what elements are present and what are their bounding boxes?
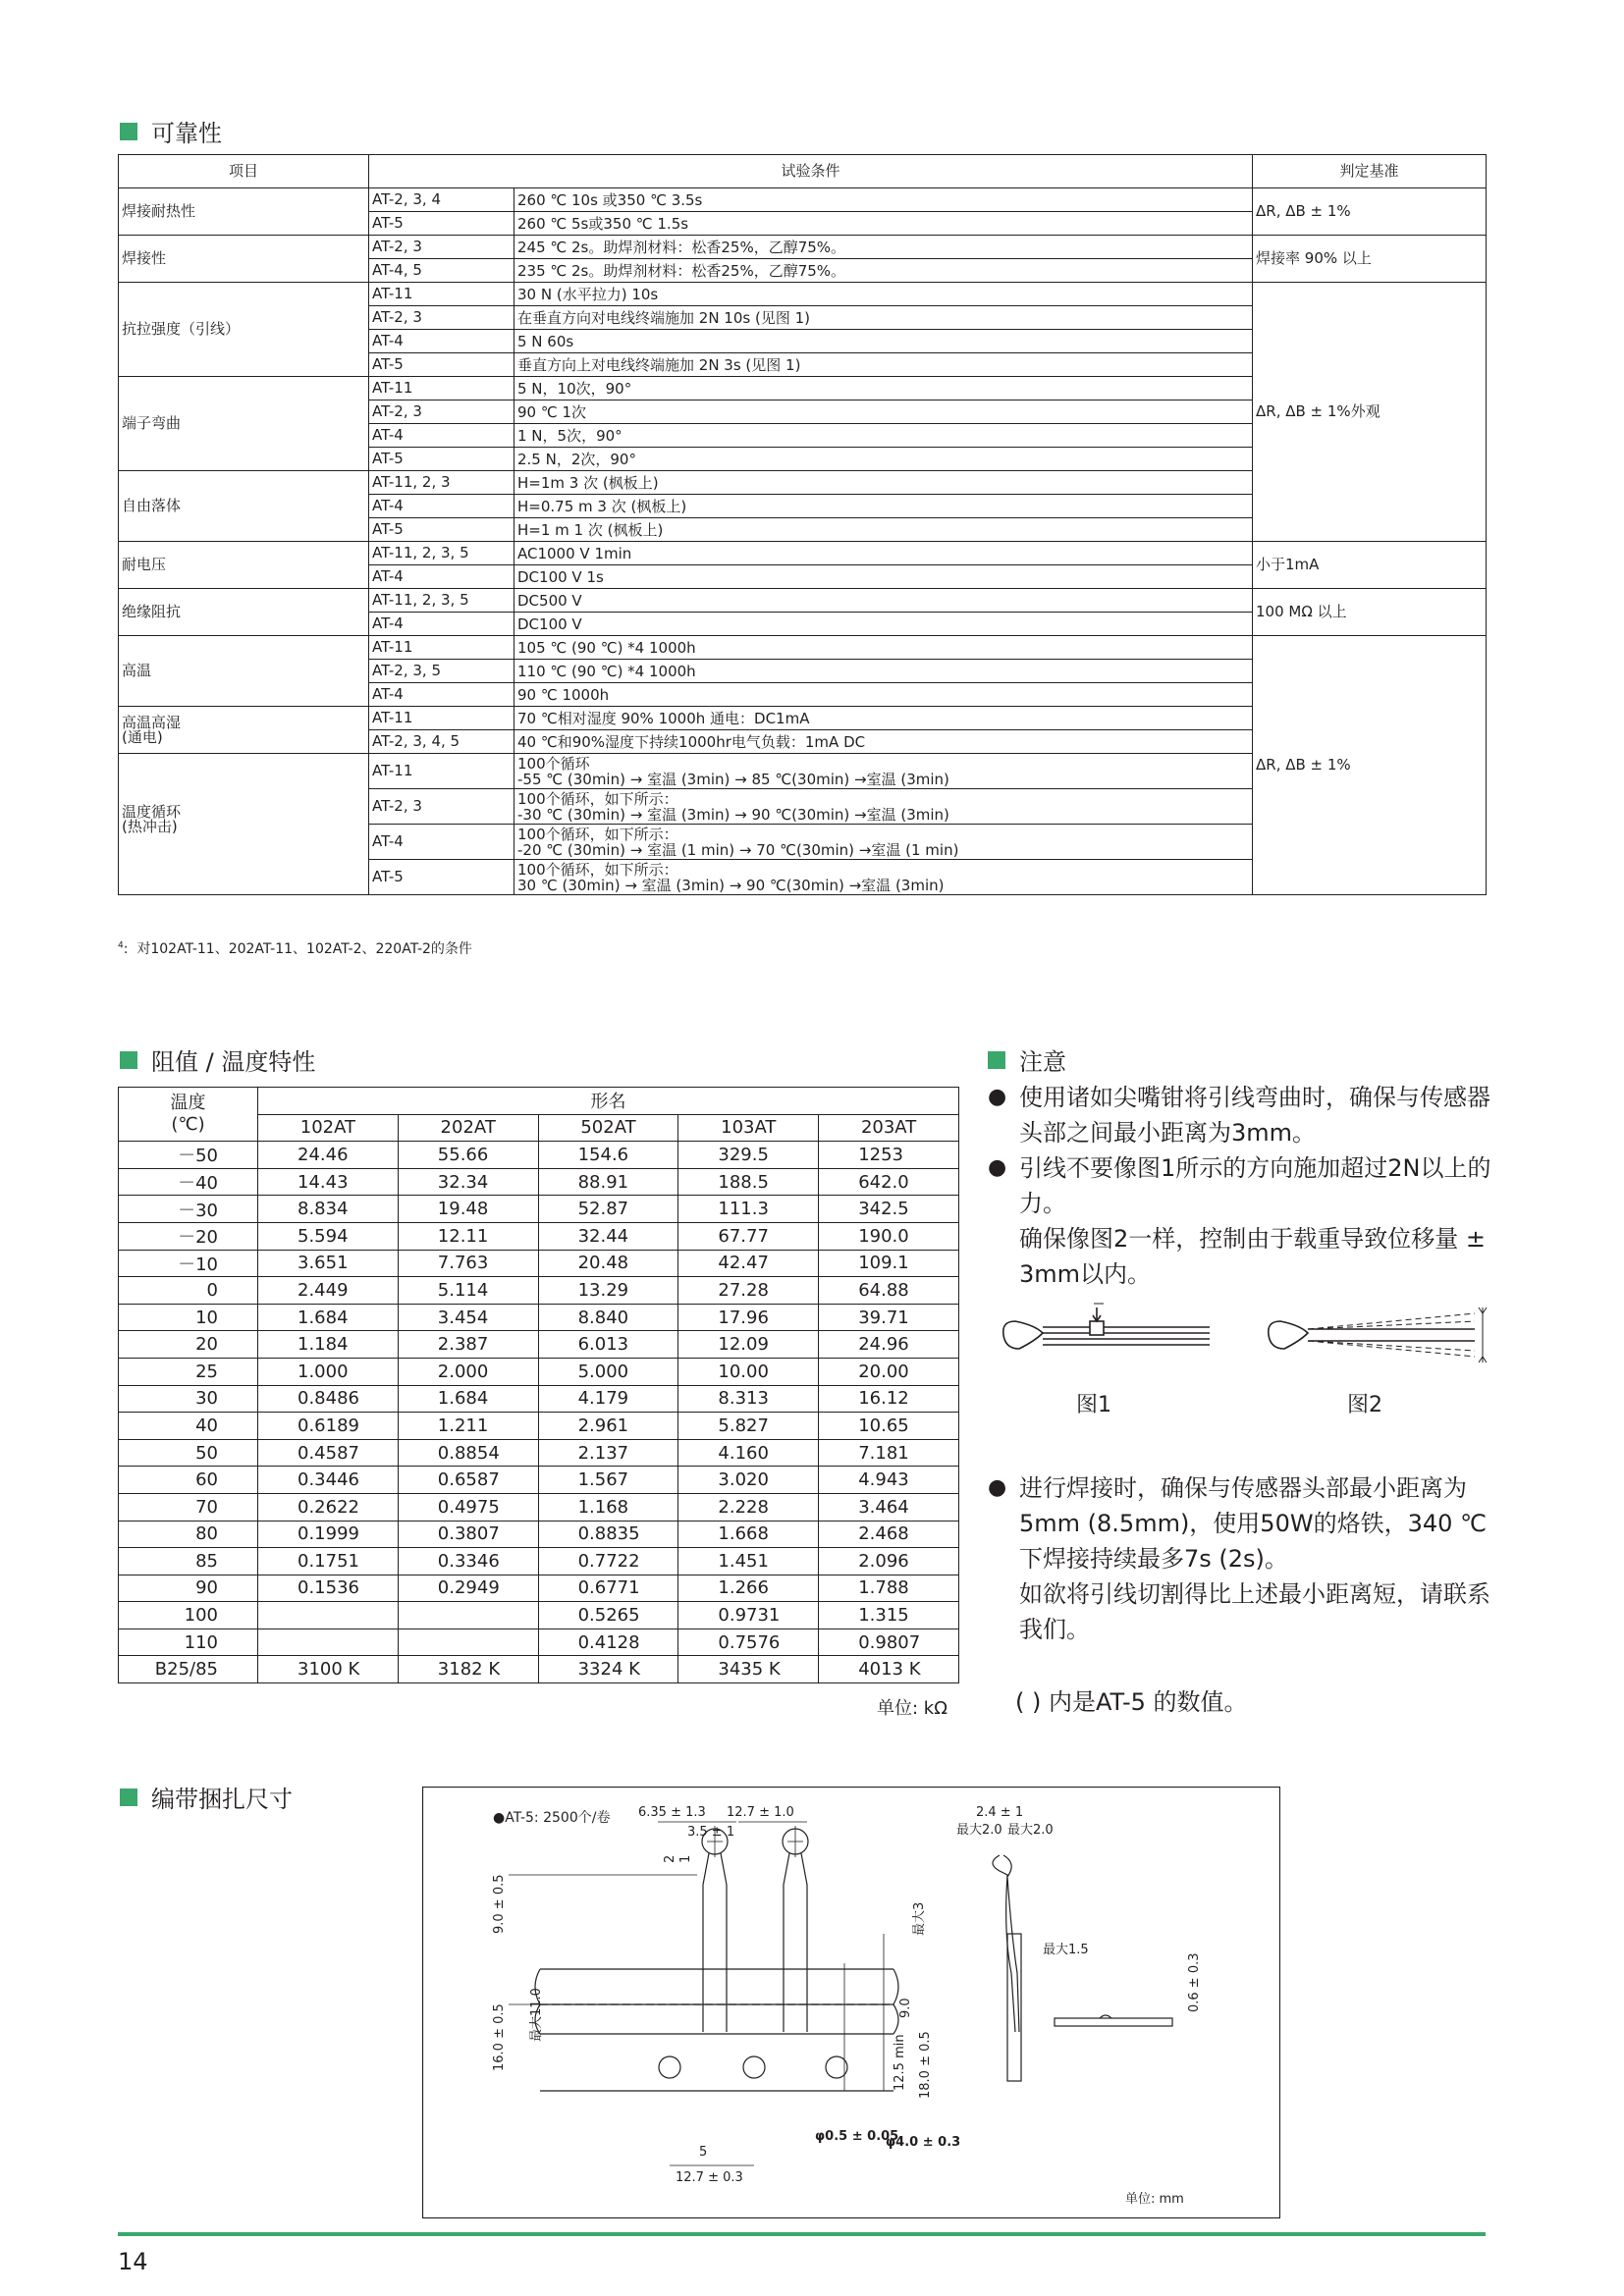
resistance-cell: 7.181 — [819, 1439, 959, 1467]
sprocket-hole — [659, 2056, 680, 2078]
test-model: AT-11, 2, 3 — [369, 471, 514, 495]
test-model: AT-4, 5 — [369, 259, 514, 283]
dim-head-width: 2.4 ± 1 — [976, 1805, 1024, 1820]
resistance-cell: 1.567 — [538, 1467, 678, 1494]
resistance-cell: 0.3346 — [398, 1548, 538, 1575]
resistance-cell: 1.451 — [678, 1548, 819, 1575]
resistance-cell: 0.7722 — [538, 1548, 678, 1575]
dim-pitch: 12.7 ± 1.0 — [727, 1805, 794, 1820]
header-model: 102AT — [258, 1114, 399, 1142]
table-row — [119, 1331, 959, 1359]
header-temperature: 温度 (℃) — [119, 1088, 258, 1142]
resistance-cell: 0.9807 — [819, 1629, 959, 1656]
test-condition: DC100 V — [514, 613, 1253, 636]
resistance-cell: 0.3446 — [258, 1467, 399, 1494]
table-row — [119, 1467, 959, 1494]
notes-title: 注意 — [1019, 1048, 1066, 1076]
rt-title: 阻值 / 温度特性 — [151, 1048, 316, 1076]
header-item: 项目 — [119, 155, 369, 188]
test-model: AT-11 — [369, 707, 514, 730]
table-row — [119, 1385, 959, 1413]
test-condition: 70 ℃相对湿度 90% 1000h 通电：DC1mA — [514, 707, 1253, 730]
resistance-cell: 0.4975 — [398, 1493, 538, 1521]
test-model: AT-2, 3, 5 — [369, 660, 514, 683]
resistance-cell: 2.228 — [678, 1493, 819, 1521]
resistance-cell: 188.5 — [678, 1168, 819, 1196]
resistance-cell — [398, 1602, 538, 1629]
temperature-cell: 70 — [119, 1493, 258, 1521]
resistance-cell: 8.313 — [678, 1385, 819, 1413]
test-model: AT-5 — [369, 518, 514, 542]
resistance-cell: 1.788 — [819, 1575, 959, 1602]
resistance-cell: 154.6 — [538, 1142, 678, 1169]
judgment-criteria: ΔR, ΔB ± 1% — [1253, 636, 1487, 895]
resistance-cell: 13.29 — [538, 1277, 678, 1305]
test-model: AT-11, 2, 3, 5 — [369, 589, 514, 613]
resistance-cell: 0.9731 — [678, 1602, 819, 1629]
side-view-lead — [1003, 1855, 1019, 2032]
resistance-cell: 1.168 — [538, 1493, 678, 1521]
resistance-cell: 52.87 — [538, 1196, 678, 1223]
test-condition: H=1m 3 次 (枫板上) — [514, 471, 1253, 495]
tape-unit: 单位: mm — [1125, 2192, 1184, 2207]
test-model: AT-4 — [369, 330, 514, 353]
dim-tape-width: 18.0 ± 0.5 — [918, 2031, 933, 2099]
test-condition: 在垂直方向对电线终端施加 2N 10s (见图 1) — [514, 306, 1253, 330]
side-view-lead — [993, 1855, 1015, 2032]
test-model: AT-2, 3 — [369, 236, 514, 259]
table-row — [119, 1548, 959, 1575]
temperature-cell: 90 — [119, 1575, 258, 1602]
test-model: AT-11 — [369, 377, 514, 400]
test-item: 耐电压 — [119, 542, 369, 589]
dim-hole-pitch: 12.7 ± 0.3 — [676, 2170, 743, 2185]
resistance-cell: 1.184 — [258, 1331, 399, 1359]
lead-bend-figures — [992, 1294, 1492, 1421]
test-condition: 1 N，5次，90° — [514, 424, 1253, 448]
resistance-cell: 3100 K — [258, 1656, 399, 1683]
test-model: AT-4 — [369, 565, 514, 589]
resistance-cell: 24.46 — [258, 1142, 399, 1169]
resistance-cell: 2.096 — [819, 1548, 959, 1575]
reliability-table — [118, 154, 1487, 895]
test-condition: 垂直方向上对电线终端施加 2N 3s (见图 1) — [514, 353, 1253, 377]
test-condition: 260 ℃ 5s或350 ℃ 1.5s — [514, 212, 1253, 236]
test-condition: 100个循环，如下所示： -20 ℃ (30min) → 室温 (1 min) → 70 ℃(30min) →室温 (1 min) — [514, 825, 1253, 860]
temperature-cell: 80 — [119, 1521, 258, 1548]
test-model: AT-2, 3 — [369, 789, 514, 825]
figure-2-label: 图2 — [1347, 1393, 1382, 1417]
bullet-icon: ● — [988, 1155, 1007, 1180]
resistance-cell: 1.315 — [819, 1602, 959, 1629]
test-model: AT-5 — [369, 212, 514, 236]
resistance-cell: 1.000 — [258, 1358, 399, 1385]
test-model: AT-4 — [369, 613, 514, 636]
resistance-temperature-table — [118, 1087, 959, 1683]
resistance-cell: 0.6771 — [538, 1575, 678, 1602]
test-model: AT-5 — [369, 353, 514, 377]
resistance-cell: 3182 K — [398, 1656, 538, 1683]
table-row — [119, 1250, 959, 1277]
temperature-cell: 60 — [119, 1467, 258, 1494]
temperature-cell: 0 — [119, 1277, 258, 1305]
table-row — [119, 1222, 959, 1250]
test-condition: 90 ℃ 1次 — [514, 400, 1253, 424]
note-bullet-2a: 引线不要像图1所示的方向施加超过2N以上的力。 — [1019, 1154, 1491, 1217]
table-row — [119, 1656, 959, 1683]
resistance-cell: 8.834 — [258, 1196, 399, 1223]
resistance-cell: 0.3807 — [398, 1521, 538, 1548]
resistance-cell: 329.5 — [678, 1142, 819, 1169]
temperature-cell: 50 — [119, 1439, 258, 1467]
test-condition: 2.5 N，2次，90° — [514, 448, 1253, 471]
test-model: AT-5 — [369, 860, 514, 895]
resistance-cell: 8.840 — [538, 1304, 678, 1331]
test-model: AT-4 — [369, 825, 514, 860]
resistance-cell: 2.000 — [398, 1358, 538, 1385]
test-condition: H=0.75 m 3 次 (枫板上) — [514, 495, 1253, 518]
resistance-cell: 32.44 — [538, 1222, 678, 1250]
dim-lead-spacing: 3.5 ± 1 — [687, 1825, 735, 1840]
resistance-cell: 10.00 — [678, 1358, 819, 1385]
resistance-cell: 6.013 — [538, 1331, 678, 1359]
test-model: AT-2, 3, 4, 5 — [369, 730, 514, 754]
test-condition: 5 N 60s — [514, 330, 1253, 353]
temperature-cell: 25 — [119, 1358, 258, 1385]
footnote-text: 对102AT-11、202AT-11、102AT-2、220AT-2的条件 — [136, 941, 472, 957]
test-condition: 105 ℃ (90 ℃) *4 1000h — [514, 636, 1253, 660]
resistance-cell: 0.6587 — [398, 1467, 538, 1494]
table-row — [119, 1168, 959, 1196]
resistance-cell: 27.28 — [678, 1277, 819, 1305]
resistance-cell: 342.5 — [819, 1196, 959, 1223]
header-model: 202AT — [398, 1114, 538, 1142]
table-row — [119, 542, 1487, 565]
resistance-cell: 0.2622 — [258, 1493, 399, 1521]
section-marker-icon — [120, 1051, 137, 1069]
resistance-cell: 4.179 — [538, 1385, 678, 1413]
temperature-cell: －20 — [119, 1222, 258, 1250]
test-condition: H=1 m 1 次 (枫板上) — [514, 518, 1253, 542]
page-number: 14 — [118, 2248, 148, 2275]
lead-wire — [784, 1853, 807, 2032]
resistance-cell: 3.454 — [398, 1304, 538, 1331]
table-row — [119, 1602, 959, 1629]
resistance-cell: 4013 K — [819, 1656, 959, 1683]
resistance-cell: 64.88 — [819, 1277, 959, 1305]
dim-pitch-lead: 6.35 ± 1.3 — [638, 1805, 706, 1820]
test-model: AT-4 — [369, 683, 514, 707]
test-item: 温度循环 (热冲击) — [119, 754, 369, 895]
section-marker-icon — [120, 1789, 137, 1806]
temperature-cell: －40 — [119, 1168, 258, 1196]
table-row — [119, 1521, 959, 1548]
test-model: AT-2, 3 — [369, 306, 514, 330]
resistance-cell: 19.48 — [398, 1196, 538, 1223]
header-model-group: 形名 — [258, 1088, 959, 1115]
test-item: 自由落体 — [119, 471, 369, 542]
temperature-cell: 85 — [119, 1548, 258, 1575]
resistance-cell: 3.651 — [258, 1250, 399, 1277]
test-item: 端子弯曲 — [119, 377, 369, 471]
resistance-cell: 24.96 — [819, 1331, 959, 1359]
header-condition: 试验条件 — [369, 155, 1253, 188]
table-row — [119, 1413, 959, 1440]
resistance-cell: 1.211 — [398, 1413, 538, 1440]
resistance-cell: 12.11 — [398, 1222, 538, 1250]
notes-section-title — [988, 1042, 1066, 1077]
dim-max-bend: 最大3 — [912, 1901, 927, 1936]
resistance-cell — [398, 1629, 538, 1656]
bullet-icon: ● — [988, 1475, 1007, 1500]
test-item: 焊接耐热性 — [119, 188, 369, 236]
table-row — [119, 1277, 959, 1305]
resistance-cell: 88.91 — [538, 1168, 678, 1196]
test-model: AT-5 — [369, 448, 514, 471]
rt-unit: 单位: kΩ — [877, 1698, 947, 1719]
resistance-cell: 17.96 — [678, 1304, 819, 1331]
test-model: AT-11, 2, 3, 5 — [369, 542, 514, 565]
resistance-cell: 2.449 — [258, 1277, 399, 1305]
resistance-cell: 12.09 — [678, 1331, 819, 1359]
test-condition: 30 N (水平拉力) 10s — [514, 283, 1253, 306]
resistance-cell: 5.000 — [538, 1358, 678, 1385]
resistance-cell: 14.43 — [258, 1168, 399, 1196]
footnote-mark: 4 — [118, 940, 124, 951]
figure-2-drawing — [1269, 1308, 1487, 1362]
resistance-cell: 39.71 — [819, 1304, 959, 1331]
reliability-section-title — [120, 114, 222, 148]
resistance-cell: 0.8835 — [538, 1521, 678, 1548]
table-row — [119, 188, 1487, 212]
test-model: AT-2, 3, 4 — [369, 188, 514, 212]
test-condition: DC100 V 1s — [514, 565, 1253, 589]
drawing-frame — [423, 1788, 1280, 2218]
side-view-tape-strip — [1055, 2018, 1172, 2026]
header-criteria: 判定基准 — [1253, 155, 1487, 188]
table-row — [119, 1304, 959, 1331]
resistance-cell: 0.8854 — [398, 1439, 538, 1467]
test-condition: AC1000 V 1min — [514, 542, 1253, 565]
temperature-cell: 40 — [119, 1413, 258, 1440]
test-item: 抗拉强度（引线） — [119, 283, 369, 377]
temperature-cell: －10 — [119, 1250, 258, 1277]
test-model: AT-4 — [369, 495, 514, 518]
resistance-cell — [258, 1602, 399, 1629]
resistance-cell: 0.5265 — [538, 1602, 678, 1629]
test-item: 高温 — [119, 636, 369, 707]
dim-lead-diameter: φ0.5 ± 0.05 — [815, 2129, 899, 2144]
tape-section-title — [120, 1780, 293, 1814]
test-condition: 100个循环，如下所示： 30 ℃ (30min) → 室温 (3min) → 90 ℃(30min) →室温 (3min) — [514, 860, 1253, 895]
figure-1-drawing — [1003, 1304, 1210, 1349]
resistance-cell: 32.34 — [398, 1168, 538, 1196]
table-row — [119, 1629, 959, 1656]
resistance-cell: 5.827 — [678, 1413, 819, 1440]
test-item: 焊接性 — [119, 236, 369, 283]
table-row — [119, 1575, 959, 1602]
test-condition: 100个循环，如下所示： -30 ℃ (30min) → 室温 (3min) → 90 ℃(30min) →室温 (3min) — [514, 789, 1253, 825]
test-model: AT-11 — [369, 636, 514, 660]
table-row — [119, 636, 1487, 660]
figure-1-label: 图1 — [1076, 1393, 1111, 1417]
reliability-footnote: $^4$: 对102AT-11、202AT-11、102AT-2、220AT-2的条件 — [118, 940, 472, 957]
notes-block-1 — [988, 1080, 1498, 1292]
resistance-cell: 1253 — [819, 1142, 959, 1169]
temperature-cell: －30 — [119, 1196, 258, 1223]
resistance-cell: 5.114 — [398, 1277, 538, 1305]
resistance-cell: 0.4587 — [258, 1439, 399, 1467]
tape-dimension-drawing — [422, 1787, 1280, 2218]
rt-section-title — [120, 1042, 315, 1077]
dim-hole-offset: 9.0 — [898, 1998, 913, 2018]
lead-wire — [703, 1853, 727, 2032]
note-parenthesis: ( ) 内是AT-5 的数值。 — [1015, 1688, 1248, 1716]
table-row — [119, 589, 1487, 613]
bullet-icon: ● — [988, 1085, 1007, 1109]
test-condition: 90 ℃ 1000h — [514, 683, 1253, 707]
test-model: AT-11 — [369, 754, 514, 789]
dim-max-b: 最大2.0 — [1007, 1823, 1054, 1838]
resistance-cell: 20.48 — [538, 1250, 678, 1277]
reliability-title: 可靠性 — [151, 120, 222, 147]
note-bullet-1: 使用诸如尖嘴钳将引线弯曲时，确保与传感器头部之间最小距离为3mm。 — [1019, 1084, 1490, 1147]
note-bullet-2b: 确保像图2一样，控制由于载重导致位移量 ± 3mm以内。 — [1019, 1225, 1487, 1288]
test-model: AT-4 — [369, 424, 514, 448]
test-condition: 260 ℃ 10s 或350 ℃ 3.5s — [514, 188, 1253, 212]
resistance-cell: 190.0 — [819, 1222, 959, 1250]
resistance-cell: 0.1536 — [258, 1575, 399, 1602]
resistance-cell: 111.3 — [678, 1196, 819, 1223]
table-row — [119, 236, 1487, 259]
section-marker-icon — [120, 123, 137, 140]
temperature-cell: －50 — [119, 1142, 258, 1169]
table-row — [119, 1358, 959, 1385]
test-model: AT-2, 3 — [369, 400, 514, 424]
resistance-cell: 642.0 — [819, 1168, 959, 1196]
resistance-cell: 1.684 — [258, 1304, 399, 1331]
note-bullet-3b: 如欲将引线切割得比上述最小距离短，请联系我们。 — [1019, 1580, 1490, 1643]
temperature-cell: 110 — [119, 1629, 258, 1656]
dim-hole-spacing: 5 — [699, 2145, 708, 2160]
resistance-cell: 0.6189 — [258, 1413, 399, 1440]
resistance-cell: 0.1751 — [258, 1548, 399, 1575]
table-header-row — [119, 155, 1487, 188]
dim-head-height: 9.0 ± 0.5 — [492, 1874, 507, 1934]
test-condition: 100个循环 -55 ℃ (30min) → 室温 (3min) → 85 ℃(30min) →室温 (3min) — [514, 754, 1253, 789]
resistance-cell: 20.00 — [819, 1358, 959, 1385]
temperature-cell: 30 — [119, 1385, 258, 1413]
resistance-cell: 4.160 — [678, 1439, 819, 1467]
dim-max-a: 最大2.0 — [956, 1823, 1002, 1838]
sprocket-hole — [743, 2056, 765, 2078]
table-row — [119, 1493, 959, 1521]
temperature-cell: 100 — [119, 1602, 258, 1629]
temperature-cell: 10 — [119, 1304, 258, 1331]
note-bullet-3a: 进行焊接时，确保与传感器头部最小距离为5mm (8.5mm)，使用50W的烙铁，340 ℃下焊接持续最多7s (2s)。 — [1019, 1474, 1487, 1573]
dim-head-tol: 2 — [663, 1854, 677, 1863]
resistance-cell: 1.668 — [678, 1521, 819, 1548]
temperature-cell: 20 — [119, 1331, 258, 1359]
test-item: 绝缘阻抗 — [119, 589, 369, 636]
resistance-cell: 1.684 — [398, 1385, 538, 1413]
dim-max-height: 最大11.0 — [529, 1988, 544, 2042]
resistance-cell: 0.4128 — [538, 1629, 678, 1656]
test-condition: DC500 V — [514, 589, 1253, 613]
test-condition: 245 ℃ 2s。助焊剂材料：松香25%，乙醇75%。 — [514, 236, 1253, 259]
header-model: 203AT — [819, 1114, 959, 1142]
table-row — [119, 1196, 959, 1223]
test-item: 高温高湿 (通电) — [119, 707, 369, 754]
resistance-cell: 16.12 — [819, 1385, 959, 1413]
judgment-criteria: ΔR, ΔB ± 1%外观 — [1253, 283, 1487, 542]
resistance-cell: 55.66 — [398, 1142, 538, 1169]
dim-total-height: 16.0 ± 0.5 — [492, 2003, 507, 2071]
resistance-cell: 3435 K — [678, 1656, 819, 1683]
resistance-cell: 10.65 — [819, 1413, 959, 1440]
resistance-cell: 0.8486 — [258, 1385, 399, 1413]
resistance-cell: 2.468 — [819, 1521, 959, 1548]
resistance-cell: 3.464 — [819, 1493, 959, 1521]
tape-spec: ●AT-5: 2500个/卷 — [493, 1810, 611, 1826]
resistance-cell: 3.020 — [678, 1467, 819, 1494]
judgment-criteria: ΔR, ΔB ± 1% — [1253, 188, 1487, 236]
resistance-cell: 4.943 — [819, 1467, 959, 1494]
resistance-cell: 7.763 — [398, 1250, 538, 1277]
resistance-cell: 5.594 — [258, 1222, 399, 1250]
resistance-cell: 3324 K — [538, 1656, 678, 1683]
resistance-cell — [258, 1629, 399, 1656]
footer-rule — [118, 2232, 1486, 2236]
judgment-criteria: 焊接率 90% 以上 — [1253, 236, 1487, 283]
resistance-cell: 109.1 — [819, 1250, 959, 1277]
resistance-cell: 0.2949 — [398, 1575, 538, 1602]
dim-tape-thickness: 0.6 ± 0.3 — [1187, 1952, 1202, 2012]
dim-max-lead: 最大1.5 — [1043, 1943, 1089, 1957]
dim-hole-diameter: φ4.0 ± 0.3 — [886, 2135, 961, 2150]
notes-block-2 — [988, 1470, 1498, 1647]
section-marker-icon — [988, 1051, 1005, 1069]
header-model: 502AT — [538, 1114, 678, 1142]
test-condition: 235 ℃ 2s。助焊剂材料：松香25%，乙醇75%。 — [514, 259, 1253, 283]
resistance-cell: 2.961 — [538, 1413, 678, 1440]
judgment-criteria: 小于1mA — [1253, 542, 1487, 589]
resistance-cell: 1.266 — [678, 1575, 819, 1602]
resistance-cell: 0.7576 — [678, 1629, 819, 1656]
resistance-cell: 2.387 — [398, 1331, 538, 1359]
tape-title: 编带捆扎尺寸 — [151, 1786, 293, 1813]
test-model: AT-11 — [369, 283, 514, 306]
judgment-criteria: 100 MΩ 以上 — [1253, 589, 1487, 636]
table-row — [119, 1439, 959, 1467]
test-condition: 5 N，10次，90° — [514, 377, 1253, 400]
temperature-cell: B25/85 — [119, 1656, 258, 1683]
table-row — [119, 1142, 959, 1169]
table-row — [119, 283, 1487, 306]
test-condition: 110 ℃ (90 ℃) *4 1000h — [514, 660, 1253, 683]
dim-min-length: 12.5 min — [893, 2034, 907, 2091]
resistance-cell: 42.47 — [678, 1250, 819, 1277]
dim-head-tol-b: 1 — [678, 1854, 693, 1863]
resistance-cell: 2.137 — [538, 1439, 678, 1467]
test-condition: 40 ℃和90%湿度下持续1000hr电气负载：1mA DC — [514, 730, 1253, 754]
header-model: 103AT — [678, 1114, 819, 1142]
resistance-cell: 67.77 — [678, 1222, 819, 1250]
resistance-cell: 0.1999 — [258, 1521, 399, 1548]
